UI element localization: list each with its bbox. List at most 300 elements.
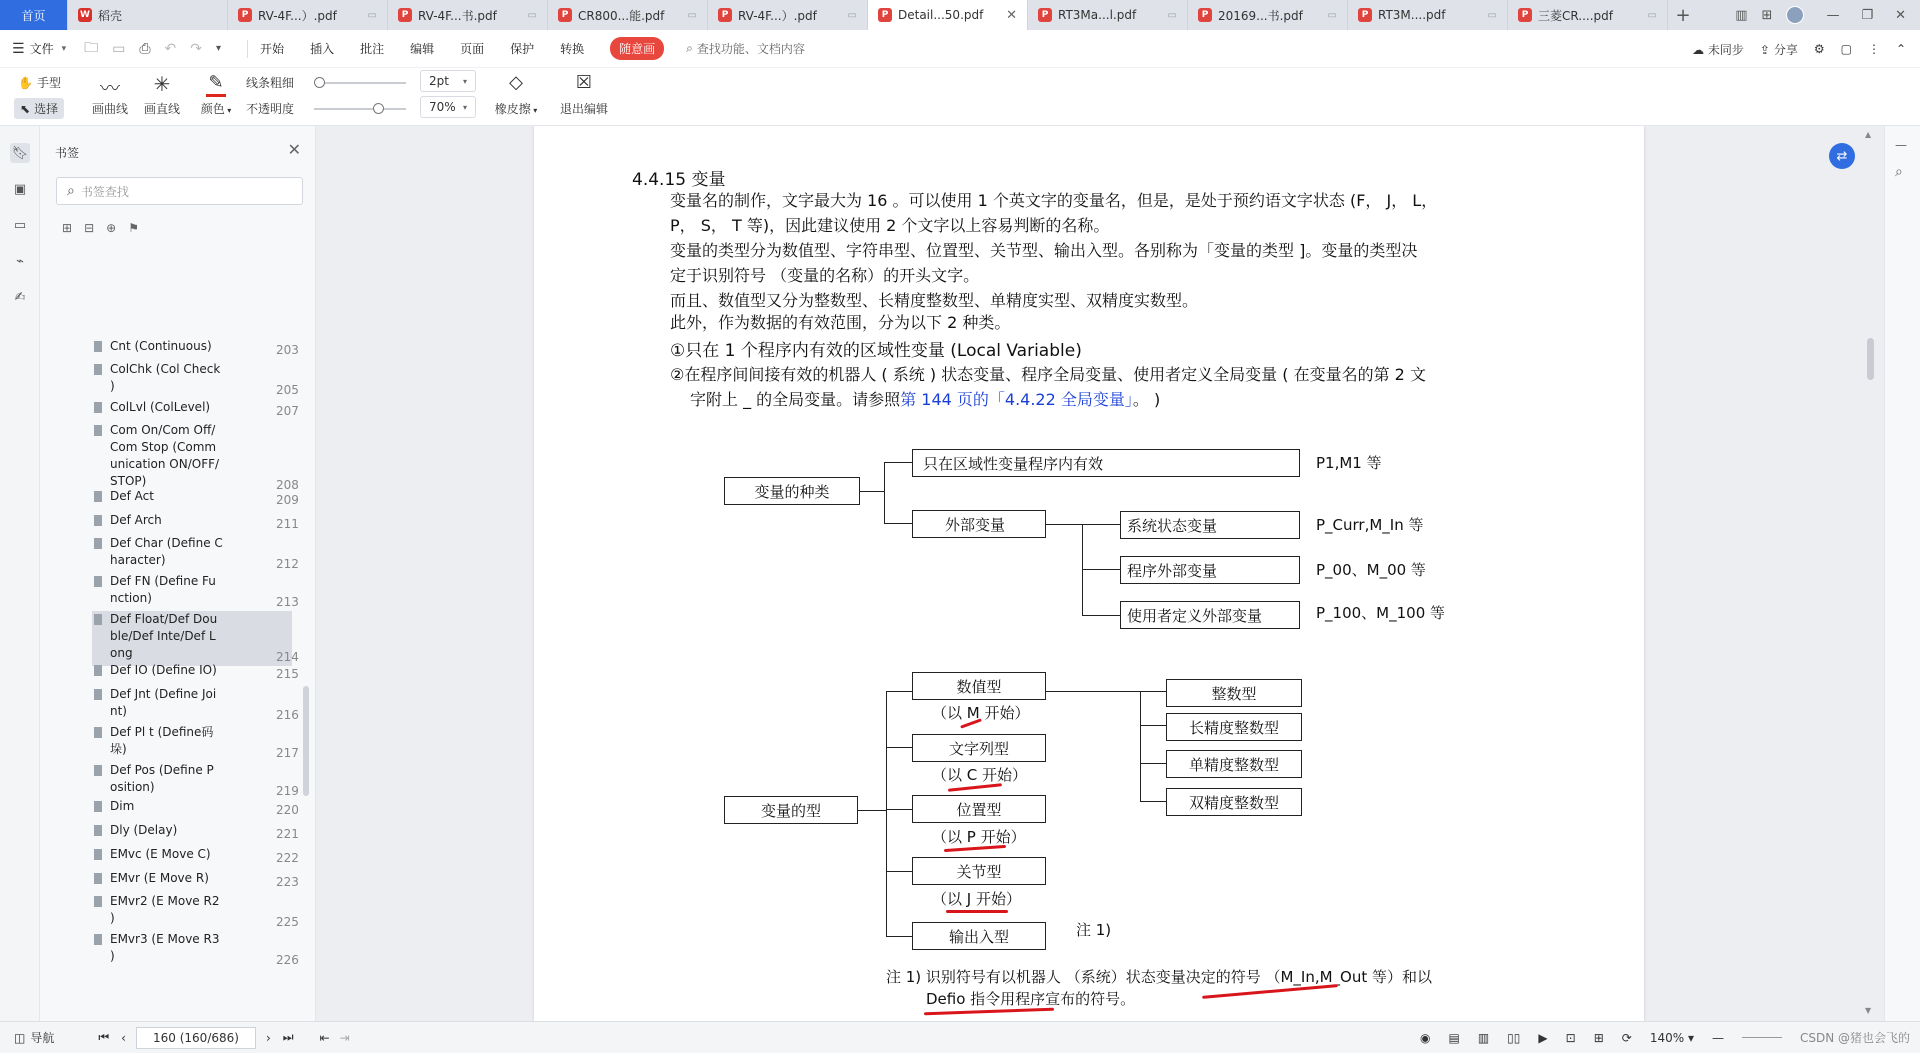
connector (1046, 691, 1140, 692)
pdf-icon: P (878, 8, 892, 22)
bookmark-flag-icon (94, 491, 102, 502)
footnote-line: 注 1) 识别符号有以机器人 （系统）状态变量决定的符号 （M_In,M_Out 等）和以 (886, 968, 1433, 986)
tab-label: 20169...书.pdf (1218, 8, 1303, 23)
zoom-slider[interactable] (1742, 1037, 1782, 1038)
connector (1082, 524, 1120, 525)
menu-item[interactable]: 插入 (310, 42, 335, 56)
bookmark-flag-icon (94, 727, 102, 738)
search-icon: ⌕ (686, 41, 693, 55)
bookmark-page: 207 (276, 404, 299, 418)
bookmark-label: Def Arch (110, 513, 162, 527)
tab-document[interactable] (68, 0, 228, 30)
tab-document[interactable] (1508, 0, 1668, 30)
paragraph-line: 而且、数值型又分为整数型、长精度整数型、单精度实型、双精度实数型。 (670, 291, 1199, 310)
connector (1140, 691, 1141, 801)
connector (886, 691, 887, 937)
exit-edit-button[interactable] (558, 72, 610, 117)
bookmark-page: 217 (276, 746, 299, 760)
settings-icon[interactable]: ⚙ (1813, 42, 1825, 56)
bookmark-item[interactable] (110, 512, 310, 533)
close-window-icon[interactable]: ✕ (1895, 7, 1906, 23)
tab-label: 首页 (21, 8, 46, 23)
list-text: 字附上 _ 的全局变量。请参照 (690, 390, 901, 409)
curve-tool[interactable] (90, 72, 130, 117)
diagram-label: （以 M 开始） (932, 704, 1030, 722)
chevron-down-icon: ▾ (224, 106, 232, 115)
color-swatch (206, 94, 226, 97)
pdf-icon: P (1518, 8, 1532, 22)
chevron-down-icon: ▾ (462, 102, 467, 112)
diagram-box: 只在区域性变量程序内有效 (912, 449, 1300, 477)
connector (884, 462, 885, 523)
open-folder-icon[interactable]: 🗀 (84, 39, 99, 56)
play-icon[interactable]: ▶ (1538, 1030, 1548, 1045)
page-number-input[interactable] (136, 1027, 256, 1049)
bookmark-page: 216 (276, 708, 299, 722)
diagram-label: （以 J 开始） (932, 890, 1021, 908)
bookmark-page: 219 (276, 784, 299, 798)
bookmark-label: EMvr3 (E Move R3 ) (110, 932, 220, 963)
list-item: ①只在 1 个程序内有效的区域性变量 (Local Variable) (670, 341, 1082, 361)
bookmark-label: Def Jnt (Define Joi nt) (110, 687, 217, 718)
connector (886, 747, 912, 748)
sidebar-title: 书签 (55, 146, 80, 160)
pin-icon[interactable]: ▭ (687, 9, 697, 21)
diagram-box: 外部变量 (912, 510, 1046, 538)
diagram-label: P_00、M_00 等 (1316, 561, 1426, 579)
close-icon[interactable]: ✕ (287, 140, 301, 159)
curve-icon: 〰 (100, 76, 120, 100)
connector (1140, 801, 1166, 802)
left-rail (0, 126, 40, 1021)
collapse-ribbon-icon[interactable]: ⌃ (1895, 42, 1906, 56)
pin-icon[interactable]: ▭ (367, 9, 377, 21)
bookmark-flag-icon (94, 614, 102, 625)
menu-item[interactable]: 编辑 (410, 42, 435, 56)
zoom-select[interactable]: 140% ▾ (1649, 1030, 1694, 1045)
panel-icon: ◫ (14, 1030, 26, 1045)
forward-icon[interactable]: ⇥ (339, 1030, 350, 1045)
cloud-icon: ☁ (1692, 42, 1705, 57)
opacity-label: 不透明度 (246, 102, 295, 116)
diagram-root-box: 变量的种类 (724, 477, 860, 505)
expand-all-icon[interactable]: ⊞ (62, 221, 73, 235)
thumbnail-icon[interactable]: ▣ (13, 181, 27, 197)
connector (1046, 524, 1082, 525)
tab-bar (0, 0, 1920, 30)
command-search[interactable] (686, 40, 805, 57)
pdf-icon: P (398, 8, 412, 22)
tab-label: RV-4F...）.pdf (738, 8, 817, 23)
more-icon[interactable]: ⋮ (1867, 42, 1880, 56)
scroll-down-icon[interactable]: ▼ (1865, 1006, 1872, 1015)
scroll-up-icon[interactable]: ▲ (1865, 130, 1872, 139)
minus-icon[interactable]: — (1895, 138, 1907, 152)
hand-icon: ✋ (18, 75, 33, 90)
connector (1082, 524, 1083, 616)
bookmark-page: 212 (276, 557, 299, 571)
bookmark-item[interactable] (110, 338, 310, 359)
diagram-label: P1,M1 等 (1316, 454, 1382, 472)
bookmark-item[interactable] (92, 611, 299, 666)
nav-label: 导航 (30, 1031, 55, 1045)
connector (886, 871, 912, 872)
line-spark-icon: ✳ (153, 72, 171, 96)
connector (884, 523, 912, 524)
share-label: 分享 (1773, 42, 1798, 57)
page-number-value: 160 (160/686) (153, 1030, 239, 1045)
bookmark-flag-icon (94, 873, 102, 884)
hand-label: 手型 (36, 76, 61, 90)
bookmark-item[interactable] (110, 870, 310, 891)
bookmark-item[interactable] (110, 422, 310, 494)
bookmark-flag-icon (94, 896, 102, 907)
bookmark-tools (62, 221, 139, 235)
color-tool[interactable] (198, 72, 234, 117)
share-icon: ⇪ (1759, 42, 1770, 57)
translate-icon: ⇄ (1836, 148, 1848, 164)
single-page-icon[interactable]: ▤ (1448, 1030, 1460, 1045)
comment-icon[interactable]: ▭ (13, 217, 27, 233)
connector (1082, 569, 1120, 570)
bookmark-label: EMvc (E Move C) (110, 847, 211, 861)
window-icon[interactable]: ▢ (1840, 42, 1852, 56)
tab-home[interactable] (0, 0, 68, 30)
ink-annotation (946, 910, 1008, 913)
bookmark-flag-icon (94, 825, 102, 836)
pin-icon[interactable]: ▭ (847, 9, 857, 21)
tab-document[interactable] (1188, 0, 1348, 30)
bookmark-page: 220 (276, 803, 299, 817)
pdf-icon: P (238, 8, 252, 22)
bookmark-item[interactable] (110, 798, 310, 819)
bookmark-page: 205 (276, 383, 299, 397)
bookmark-item[interactable] (110, 488, 310, 509)
document-canvas (316, 126, 1884, 1021)
hand-tool[interactable] (18, 74, 61, 91)
diagram-box: 单精度整数型 (1166, 750, 1302, 778)
menu-item[interactable]: 开始 (260, 42, 285, 56)
translate-float-button[interactable] (1829, 143, 1855, 169)
back-icon[interactable]: ⇤ (319, 1030, 330, 1045)
rotate-icon[interactable]: ⟳ (1621, 1030, 1632, 1045)
menu-icon[interactable]: ☰ (12, 40, 25, 57)
select-tool[interactable] (14, 98, 64, 119)
connector (886, 809, 912, 810)
add-bookmark-icon[interactable]: ⊕ (106, 221, 117, 235)
sync-label: 未同步 (1707, 42, 1744, 57)
divider (247, 40, 248, 58)
new-tab-button[interactable]: + (1675, 4, 1691, 26)
diagram-box: 输出入型 (912, 922, 1046, 950)
pdf-icon: P (1198, 8, 1212, 22)
bookmark-page: 211 (276, 517, 299, 531)
bookmark-page: 225 (276, 915, 299, 929)
menu-item[interactable]: 转换 (560, 42, 585, 56)
bookmark-search-placeholder: 书签查找 (80, 184, 129, 199)
thickness-slider[interactable] (314, 82, 406, 84)
chevron-down-icon: ▾ (462, 76, 467, 86)
diagram-box: 关节型 (912, 857, 1046, 885)
attachment-icon[interactable]: ⌁ (16, 253, 24, 269)
bookmark-page: 221 (276, 827, 299, 841)
bookmark-label: Cnt (Continuous) (110, 339, 212, 353)
bookmark-item[interactable] (110, 822, 310, 843)
connector (1140, 691, 1166, 692)
line-tool[interactable] (142, 72, 182, 117)
docer-icon: W (78, 8, 92, 22)
tab-document[interactable] (1348, 0, 1508, 30)
window-controls (1735, 0, 1920, 30)
diagram-label: P_100、M_100 等 (1316, 604, 1446, 622)
cursor-icon: ⬉ (20, 101, 31, 116)
bookmark-label: Def Char (Define C haracter) (110, 536, 223, 567)
sidebar-scrollbar[interactable] (303, 686, 309, 796)
bookmark-page: 223 (276, 875, 299, 889)
sync-button[interactable] (1692, 41, 1744, 58)
search-icon: ⌕ (67, 183, 75, 199)
list-item: ②在程序间间接有效的机器人 ( 系统 ) 状态变量、程序全局变量、使用者定义全局变量 ( 在变量名的第 2 文 (670, 365, 1426, 384)
diagram-box: 文字列型 (912, 734, 1046, 762)
thickness-value: 2pt (429, 74, 449, 88)
pin-icon[interactable]: ▭ (1487, 9, 1497, 21)
bookmark-label: Def FN (Define Fu nction) (110, 574, 216, 605)
bookmark-flag-icon (94, 689, 102, 700)
menu-item[interactable]: 保护 (510, 42, 535, 56)
bookmark-page: 203 (276, 343, 299, 357)
layout-icon[interactable]: ▥ (1735, 7, 1748, 23)
bookmark-item[interactable] (110, 931, 310, 969)
tab-document[interactable] (548, 0, 708, 30)
opacity-value: 70% (429, 100, 456, 114)
bookmark-label: Dly (Delay) (110, 823, 178, 837)
bookmark-page: 209 (276, 493, 299, 507)
bookmark-flag-icon (94, 364, 102, 375)
quick-more-icon[interactable]: ▾ (216, 43, 222, 54)
restore-icon[interactable]: ❐ (1861, 7, 1874, 23)
opacity-slider-knob[interactable] (373, 103, 384, 114)
connector (886, 691, 912, 692)
diagram-root-box: 变量的型 (724, 796, 858, 824)
bookmark-item[interactable] (110, 893, 310, 931)
tab-document[interactable] (868, 0, 1028, 30)
bookmark-item[interactable] (110, 846, 310, 867)
chevron-down-icon: ▾ (61, 43, 67, 54)
avatar[interactable] (1786, 6, 1804, 24)
thickness-slider-knob[interactable] (314, 77, 325, 88)
share-button[interactable] (1760, 41, 1798, 58)
last-page-icon[interactable]: ⏭ (282, 1030, 294, 1044)
bookmark-flag-icon (94, 515, 102, 526)
tab-label: 稻壳 (98, 8, 123, 23)
exit-label: 退出编辑 (559, 102, 608, 116)
tab-label: RT3Ma...l.pdf (1058, 8, 1137, 22)
connector (1140, 725, 1166, 726)
diagram-box: 双精度整数型 (1166, 788, 1302, 816)
bookmark-label: Def Float/Def Dou ble/Def Inte/Def L ong (110, 612, 218, 660)
bookmark-item[interactable] (110, 573, 310, 611)
bookmark-item[interactable] (110, 662, 310, 683)
bookmark-item[interactable] (110, 686, 310, 724)
connector (1082, 615, 1120, 616)
bookmark-page: 215 (276, 667, 299, 681)
bookmark-label: Dim (110, 799, 135, 813)
eraser-icon: ◇ (509, 72, 523, 93)
bookmark-label: Def IO (Define IO) (110, 663, 217, 677)
diagram-box: 位置型 (912, 795, 1046, 823)
zoom-search-icon[interactable]: ⌕ (1895, 164, 1903, 180)
watermark-text: CSDN @猪也会飞的 (1799, 1031, 1910, 1045)
pin-icon[interactable]: ▭ (527, 9, 537, 21)
menu-item[interactable]: 页面 (460, 42, 485, 56)
paragraph-line: P， S， T 等)，因此建议使用 2 个文字以上容易判断的名称。 (670, 216, 1110, 235)
bookmark-sidebar (40, 126, 316, 1021)
diagram-label: 注 1) (1076, 921, 1112, 939)
tab-document[interactable] (228, 0, 388, 30)
scroll-thumb[interactable] (1867, 338, 1874, 380)
prev-page-icon[interactable]: ‹ (121, 1030, 126, 1045)
connector (886, 936, 912, 937)
tab-document[interactable] (708, 0, 868, 30)
pdf-icon: P (1038, 8, 1052, 22)
signature-icon[interactable]: ✍ (14, 289, 26, 305)
print-icon[interactable]: ⎙ (139, 40, 151, 57)
pin-icon[interactable]: ▭ (1647, 9, 1657, 21)
bookmark-label: Def Act (110, 489, 154, 503)
bookmark-flag-icon (94, 765, 102, 776)
bookmark-item[interactable] (110, 535, 310, 573)
bookmark-item[interactable] (110, 724, 310, 762)
continuous-icon[interactable]: ▥ (1477, 1030, 1490, 1045)
chevron-down-icon: ▾ (530, 106, 538, 115)
bookmark-flag-icon (94, 801, 102, 812)
bookmark-icon[interactable]: ⚑ (128, 221, 139, 235)
eye-protect-icon[interactable]: ◉ (1420, 1030, 1431, 1045)
connector (884, 462, 912, 463)
nav-button[interactable] (14, 1029, 54, 1046)
first-page-icon[interactable]: ⏮ (98, 1030, 110, 1044)
ribbon-toolbar (0, 68, 1920, 126)
diagram-box: 长精度整数型 (1166, 713, 1302, 741)
bookmark-label: EMvr (E Move R) (110, 871, 209, 885)
bookmark-page: 222 (276, 851, 299, 865)
paragraph-line: 定于识别符号 （变量的名称）的开头文字。 (670, 266, 980, 285)
pdf-icon: P (718, 8, 732, 22)
diagram-box: 系统状态变量 (1120, 511, 1300, 539)
bookmark-flag-icon (94, 538, 102, 549)
tab-label: RT3M....pdf (1378, 8, 1446, 22)
diagram-box: 使用者定义外部变量 (1120, 601, 1300, 629)
color-label: 颜色 (200, 102, 225, 116)
tab-document[interactable] (1028, 0, 1188, 30)
tab-label: RV-4F...书.pdf (418, 8, 497, 23)
diagram-label: （以 P 开始） (932, 828, 1026, 846)
tab-document[interactable] (388, 0, 548, 30)
bookmark-flag-icon (94, 576, 102, 587)
fit-width-icon[interactable]: ⊡ (1565, 1030, 1576, 1045)
bookmark-label: ColLvl (ColLevel) (110, 400, 211, 414)
bookmark-page: 214 (276, 650, 299, 664)
bookmark-flag-icon (94, 402, 102, 413)
section-heading: 4.4.15 变量 (632, 170, 726, 190)
pin-icon[interactable]: ▭ (1167, 9, 1177, 21)
redo-icon[interactable]: ↷ (190, 40, 203, 57)
bookmark-page: 226 (276, 953, 299, 967)
bookmark-search-input[interactable] (56, 177, 303, 205)
pdf-icon: P (558, 8, 572, 22)
undo-icon[interactable]: ↶ (164, 40, 177, 57)
bookmark-item[interactable] (110, 361, 310, 399)
eraser-label: 橡皮擦 (494, 102, 531, 116)
diagram-label: （以 C 开始） (932, 766, 1028, 784)
paragraph-line: 此外，作为数据的有效范围，分为以下 2 种类。 (670, 313, 1011, 332)
bookmark-flag-icon (94, 425, 102, 436)
save-icon[interactable]: ▭ (112, 40, 126, 57)
bookmark-flag-icon (94, 341, 102, 352)
connector (1140, 763, 1166, 764)
paragraph-line: 变量名的制作，文字最大为 16 。可以使用 1 个英文字的变量名，但是，是处于预约语文字状态 (F， J， L， (670, 191, 1438, 210)
curve-label: 画曲线 (91, 102, 128, 116)
bookmark-panel-icon[interactable]: 🔖︎ (10, 143, 30, 163)
bookmark-label: Com On/Com Off/ Com Stop (Comm unication ON/OFF/ STOP) (110, 423, 220, 488)
tab-label: CR800...能.pdf (578, 8, 665, 23)
zoom-value: 140% (1649, 1030, 1685, 1045)
minimize-icon[interactable]: — (1826, 7, 1840, 23)
bookmark-label: EMvr2 (E Move R2 ) (110, 894, 220, 925)
pin-icon[interactable]: ▭ (1327, 9, 1337, 21)
menu-file[interactable]: 文件 (29, 42, 54, 56)
zoom-out-icon[interactable]: — (1711, 1030, 1724, 1045)
bookmark-item[interactable] (110, 762, 310, 800)
collapse-all-icon[interactable]: ⊟ (84, 221, 95, 235)
diagram-box: 整数型 (1166, 679, 1302, 707)
paragraph-line: 变量的类型分为数值型、字符串型、位置型、关节型、输出入型。各别称为「变量的类型 ]。变量的类型决 (670, 241, 1418, 260)
connector (858, 810, 886, 811)
menu-item[interactable]: 批注 (360, 42, 385, 56)
page-scrollbar[interactable] (1862, 126, 1878, 1021)
bookmark-label: Def Pl t (Define码 垛) (110, 725, 214, 756)
opacity-select[interactable] (420, 96, 476, 118)
diagram-label: P_Curr,M_In 等 (1316, 516, 1424, 534)
close-icon[interactable]: ✕ (1006, 7, 1017, 23)
cross-reference-link[interactable]: 第 144 页的「4.4.22 全局变量」 (900, 390, 1133, 409)
pdf-icon: P (1358, 8, 1372, 22)
next-page-icon[interactable]: › (265, 1030, 271, 1045)
opacity-slider[interactable] (314, 108, 406, 110)
list-text: 。 ) (1132, 390, 1161, 409)
freehand-tab[interactable]: 随意画 (610, 37, 664, 60)
status-right (1420, 1029, 1910, 1046)
fit-page-icon[interactable]: ⊞ (1593, 1030, 1604, 1045)
bookmark-list (40, 250, 316, 1021)
thickness-select[interactable] (420, 70, 476, 92)
command-search-label: 查找功能、文档内容 (696, 42, 805, 56)
bookmark-label: Def Pos (Define P osition) (110, 763, 214, 794)
eraser-tool[interactable] (492, 72, 540, 117)
tab-label: RV-4F...）.pdf (258, 8, 337, 23)
diagram-box: 数值型 (912, 672, 1046, 700)
bookmark-page: 213 (276, 595, 299, 609)
connector (860, 491, 884, 492)
bookmark-label: ColChk (Col Check ) (110, 362, 221, 393)
right-rail (1884, 126, 1920, 1021)
two-page-icon[interactable]: ▯▯ (1507, 1030, 1521, 1045)
pdf-page (534, 126, 1644, 1021)
bookmark-flag-icon (94, 849, 102, 860)
diagram-box: 程序外部变量 (1120, 556, 1300, 584)
bookmark-item[interactable] (110, 399, 310, 420)
grid-icon[interactable]: ⊞ (1761, 7, 1773, 23)
